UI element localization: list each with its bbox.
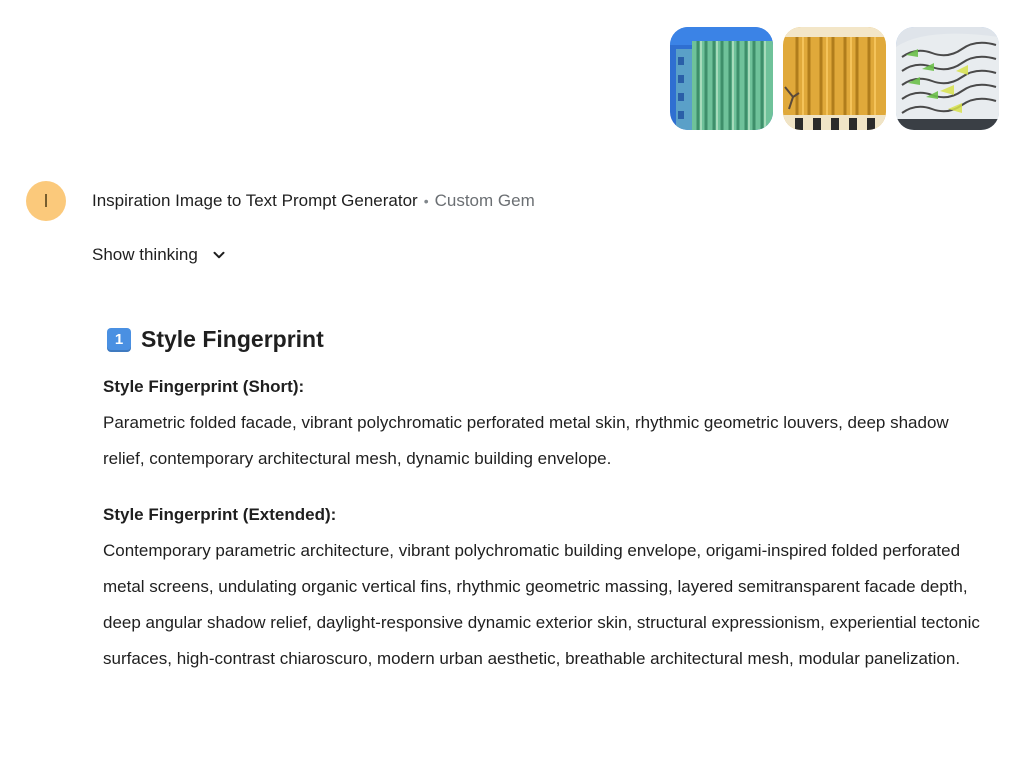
chevron-down-icon [210, 246, 228, 264]
show-thinking-toggle[interactable] [92, 245, 228, 265]
gem-separator: • [423, 193, 429, 209]
gem-header [26, 181, 535, 221]
keycap-number-icon: 1 [107, 328, 131, 352]
wavy-facade-image[interactable] [896, 27, 999, 130]
section-title: Style Fingerprint [141, 326, 324, 352]
gem-avatar [26, 181, 66, 221]
green-facade-image[interactable] [670, 27, 773, 130]
gem-avatar-letter: I [43, 190, 49, 211]
yellow-facade-image[interactable] [783, 27, 886, 130]
gem-type-label: Custom Gem [434, 191, 535, 210]
extended-text: Contemporary parametric architecture, vibrant polychromatic building envelope, origami-inspired folded perforated metal screens, undulating organic vertical fins, rhythmic geometric massing, layered semitransparent facade depth, deep angular shadow relief, daylight-responsive dynamic exterior skin, structural expressionism, experiential tectonic surfaces, high-contrast chiaroscuro, modern urban aesthetic, breathable architectural mesh, modular panelization. [103, 541, 980, 668]
short-label: Style Fingerprint (Short): [103, 377, 305, 396]
style-fingerprint-short [103, 375, 983, 477]
attached-images [670, 27, 999, 130]
show-thinking-label: Show thinking [92, 245, 198, 264]
extended-label: Style Fingerprint (Extended): [103, 505, 337, 524]
section-heading [107, 326, 324, 353]
short-text: Parametric folded facade, vibrant polychromatic perforated metal skin, rhythmic geometric louvers, deep shadow relief, contemporary architectural mesh, dynamic building envelope. [103, 413, 949, 468]
style-fingerprint-extended [103, 503, 983, 677]
gem-name: Inspiration Image to Text Prompt Generator [92, 191, 418, 210]
